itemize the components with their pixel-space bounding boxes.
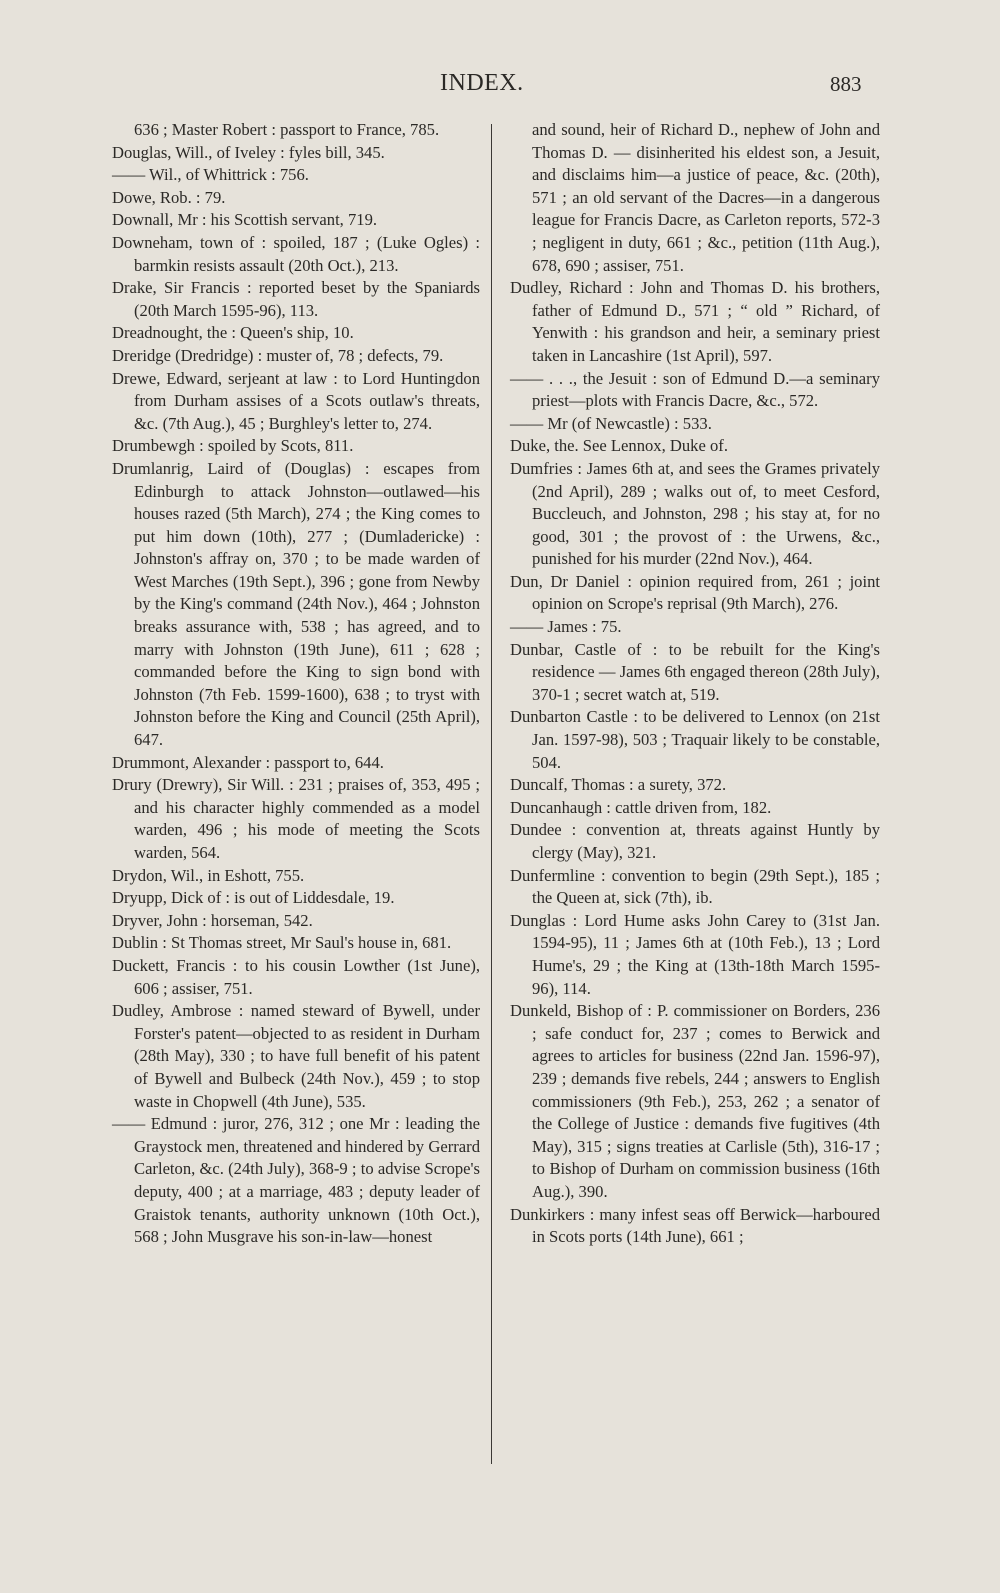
page-number: 883: [830, 72, 862, 96]
index-entry: —— Mr (of Newcastle) : 533.: [510, 413, 712, 433]
page-header: [0, 70, 1000, 100]
index-entry: —— Edmund : juror, 276, 312 ; one Mr : leading the Graystock men, threatened and hindered by Gerrard Carleton, &c. (24th July), 368-9 ; to advise Scrope's deputy, 400 ; at a marriage, 483 ; deputy leader of Graistok tenants, authority unknown (10th Oct.), 568 ; John Musgrave his son-in-law—honest: [112, 1114, 480, 1247]
index-entry: Downeham, town of : spoiled, 187 ; (Luke Ogles) : barmkin resists assault (20th Oct.), 213.: [112, 232, 480, 275]
index-entry: Dunfermline : convention to begin (29th Sept.), 185 ; the Queen at, sick (7th), ib.: [510, 865, 880, 908]
index-entry: Dryver, John : horseman, 542.: [112, 910, 313, 930]
index-entry: —— . . ., the Jesuit : son of Edmund D.—a seminary priest—plots with Francis Dacre, &c., 572.: [510, 368, 880, 411]
index-entry-continuation: 636 ; Master Robert : passport to France, 785.: [134, 120, 440, 139]
index-entry: Duckett, Francis : to his cousin Lowther (1st June), 606 ; assiser, 751.: [112, 955, 480, 998]
index-entry: Drydon, Wil., in Eshott, 755.: [112, 865, 305, 885]
index-entry: Dudley, Richard : John and Thomas D. his brothers, father of Edmund D., 571 ; “ old ” Richard, of Yenwith : his grandson and heir, a seminary priest taken in Lancashire (1st April), 597.: [510, 278, 880, 365]
index-column-left: [112, 119, 480, 1249]
index-entry: Duncalf, Thomas : a surety, 372.: [510, 775, 727, 795]
index-entry: Dunkeld, Bishop of : P. commissioner on Borders, 236 ; safe conduct for, 237 ; comes to Berwick and agrees to articles for business (22nd Jan. 1596-97), 239 ; demands five rebels, 244 ; answers to English commissioners (9th Feb.), 253, 262 ; a senator of the College of Justice : demands five fugitives (4th May), 315 ; signs treaties at Carlisle (5th), 316-17 ; to Bishop of Durham on commission business (16th Aug.), 390.: [510, 1001, 880, 1201]
index-entry: Dunbarton Castle : to be delivered to Lennox (on 21st Jan. 1597-98), 503 ; Traquair likely to be constable, 504.: [510, 707, 880, 772]
index-entry: Drummont, Alexander : passport to, 644.: [112, 752, 384, 772]
index-entry: —— Wil., of Whittrick : 756.: [112, 165, 309, 185]
index-entry: Duke, the. See Lennox, Duke of.: [510, 436, 728, 456]
index-entry: Dun, Dr Daniel : opinion required from, 261 ; joint opinion on Scrope's reprisal (9th March), 276.: [510, 571, 880, 614]
index-entry: Dunkirkers : many infest seas off Berwick—harboured in Scots ports (14th June), 661 ;: [510, 1204, 880, 1247]
index-entry: Dundee : convention at, threats against Huntly by clergy (May), 321.: [510, 820, 880, 862]
index-entry: Drake, Sir Francis : reported beset by the Spaniards (20th March 1595-96), 113.: [112, 278, 480, 320]
index-entry: Drumlanrig, Laird of (Douglas) : escapes from Edinburgh to attack Johnston—outlawed—his houses razed (5th March), 274 ; the King comes to put him down (10th), 277 ; (Dumladericke) : Johnston's affray on, 370 ; to be made warden of West Marches (19th Sept.), 396 ; gone from Newby by the King's command (24th Nov.), 464 ; Johnston breaks assurance with, 538 ; has agreed, and to marry with Johnston (19th June), 611 ; 628 ; commanded before the King to sign bond with Johnston (7th Feb. 1599-1600), 638 ; to tryst with Johnston before the King and Council (25th April), 647.: [112, 458, 480, 750]
index-entry: Duncanhaugh : cattle driven from, 182.: [510, 797, 772, 817]
index-entry: Dunbar, Castle of : to be rebuilt for the King's residence — James 6th engaged thereon (28th July), 370-1 ; secret watch at, 519.: [510, 639, 880, 704]
index-entry: Dowe, Rob. : 79.: [112, 187, 226, 207]
index-entry: Dreridge (Dredridge) : muster of, 78 ; defects, 79.: [112, 345, 444, 365]
index-entry-continuation: and sound, heir of Richard D., nephew of John and Thomas D. — disinherited his eldest son, a Jesuit, and disclaims him—a justice of peace, &c. (20th), 571 ; an old servant of the Dacres—in a dangerous league for Francis Dacre, as Carleton reports, 572-3 ; negligent in duty, 661 ; &c., petition (11th Aug.), 678, 690 ; assiser, 751.: [532, 120, 880, 275]
index-entry: Dunglas : Lord Hume asks John Carey to (31st Jan. 1594-95), 11 ; James 6th at (10th Feb.), 13 ; Lord Hume's, 29 ; the King at (13th-18th March 1595-96), 114.: [510, 910, 880, 998]
index-entry: Downall, Mr : his Scottish servant, 719.: [112, 210, 378, 230]
column-divider: [491, 124, 492, 1464]
index-entry: Dublin : St Thomas street, Mr Saul's house in, 681.: [112, 933, 452, 953]
index-entry: Dryupp, Dick of : is out of Liddesdale, 19.: [112, 888, 395, 908]
index-entry: Dreadnought, the : Queen's ship, 10.: [112, 323, 354, 343]
index-entry: Dudley, Ambrose : named steward of Bywell, under Forster's patent—objected to as resident in Durham (28th May), 330 ; to have full benefit of his patent of Bywell and Bulbeck (24th Nov.), 459 ; to stop waste in Chopwell (4th June), 535.: [112, 1001, 480, 1111]
index-entry: Drury (Drewry), Sir Will. : 231 ; praises of, 353, 495 ; and his character highly commended as a model warden, 496 ; his mode of meeting the Scots warden, 564.: [112, 775, 480, 862]
index-entry: Douglas, Will., of Iveley : fyles bill, 345.: [112, 142, 385, 162]
page-title: INDEX.: [440, 70, 524, 96]
index-entry: —— James : 75.: [510, 617, 622, 637]
index-entry: Dumfries : James 6th at, and sees the Grames privately (2nd April), 289 ; walks out of, to meet Cesford, Buccleuch, and Johnston, 298 ; his stay at, for no good, 301 ; the provost of : the Urwens, &c., punished for his murder (22nd Nov.), 464.: [510, 458, 880, 569]
index-entry: Drumbewgh : spoiled by Scots, 811.: [112, 436, 354, 456]
index-entry: Drewe, Edward, serjeant at law : to Lord Huntingdon from Durham assises of a Scots outlaw's threats, &c. (7th Aug.), 45 ; Burghley's letter to, 274.: [112, 368, 480, 433]
index-column-right: [510, 119, 880, 1249]
